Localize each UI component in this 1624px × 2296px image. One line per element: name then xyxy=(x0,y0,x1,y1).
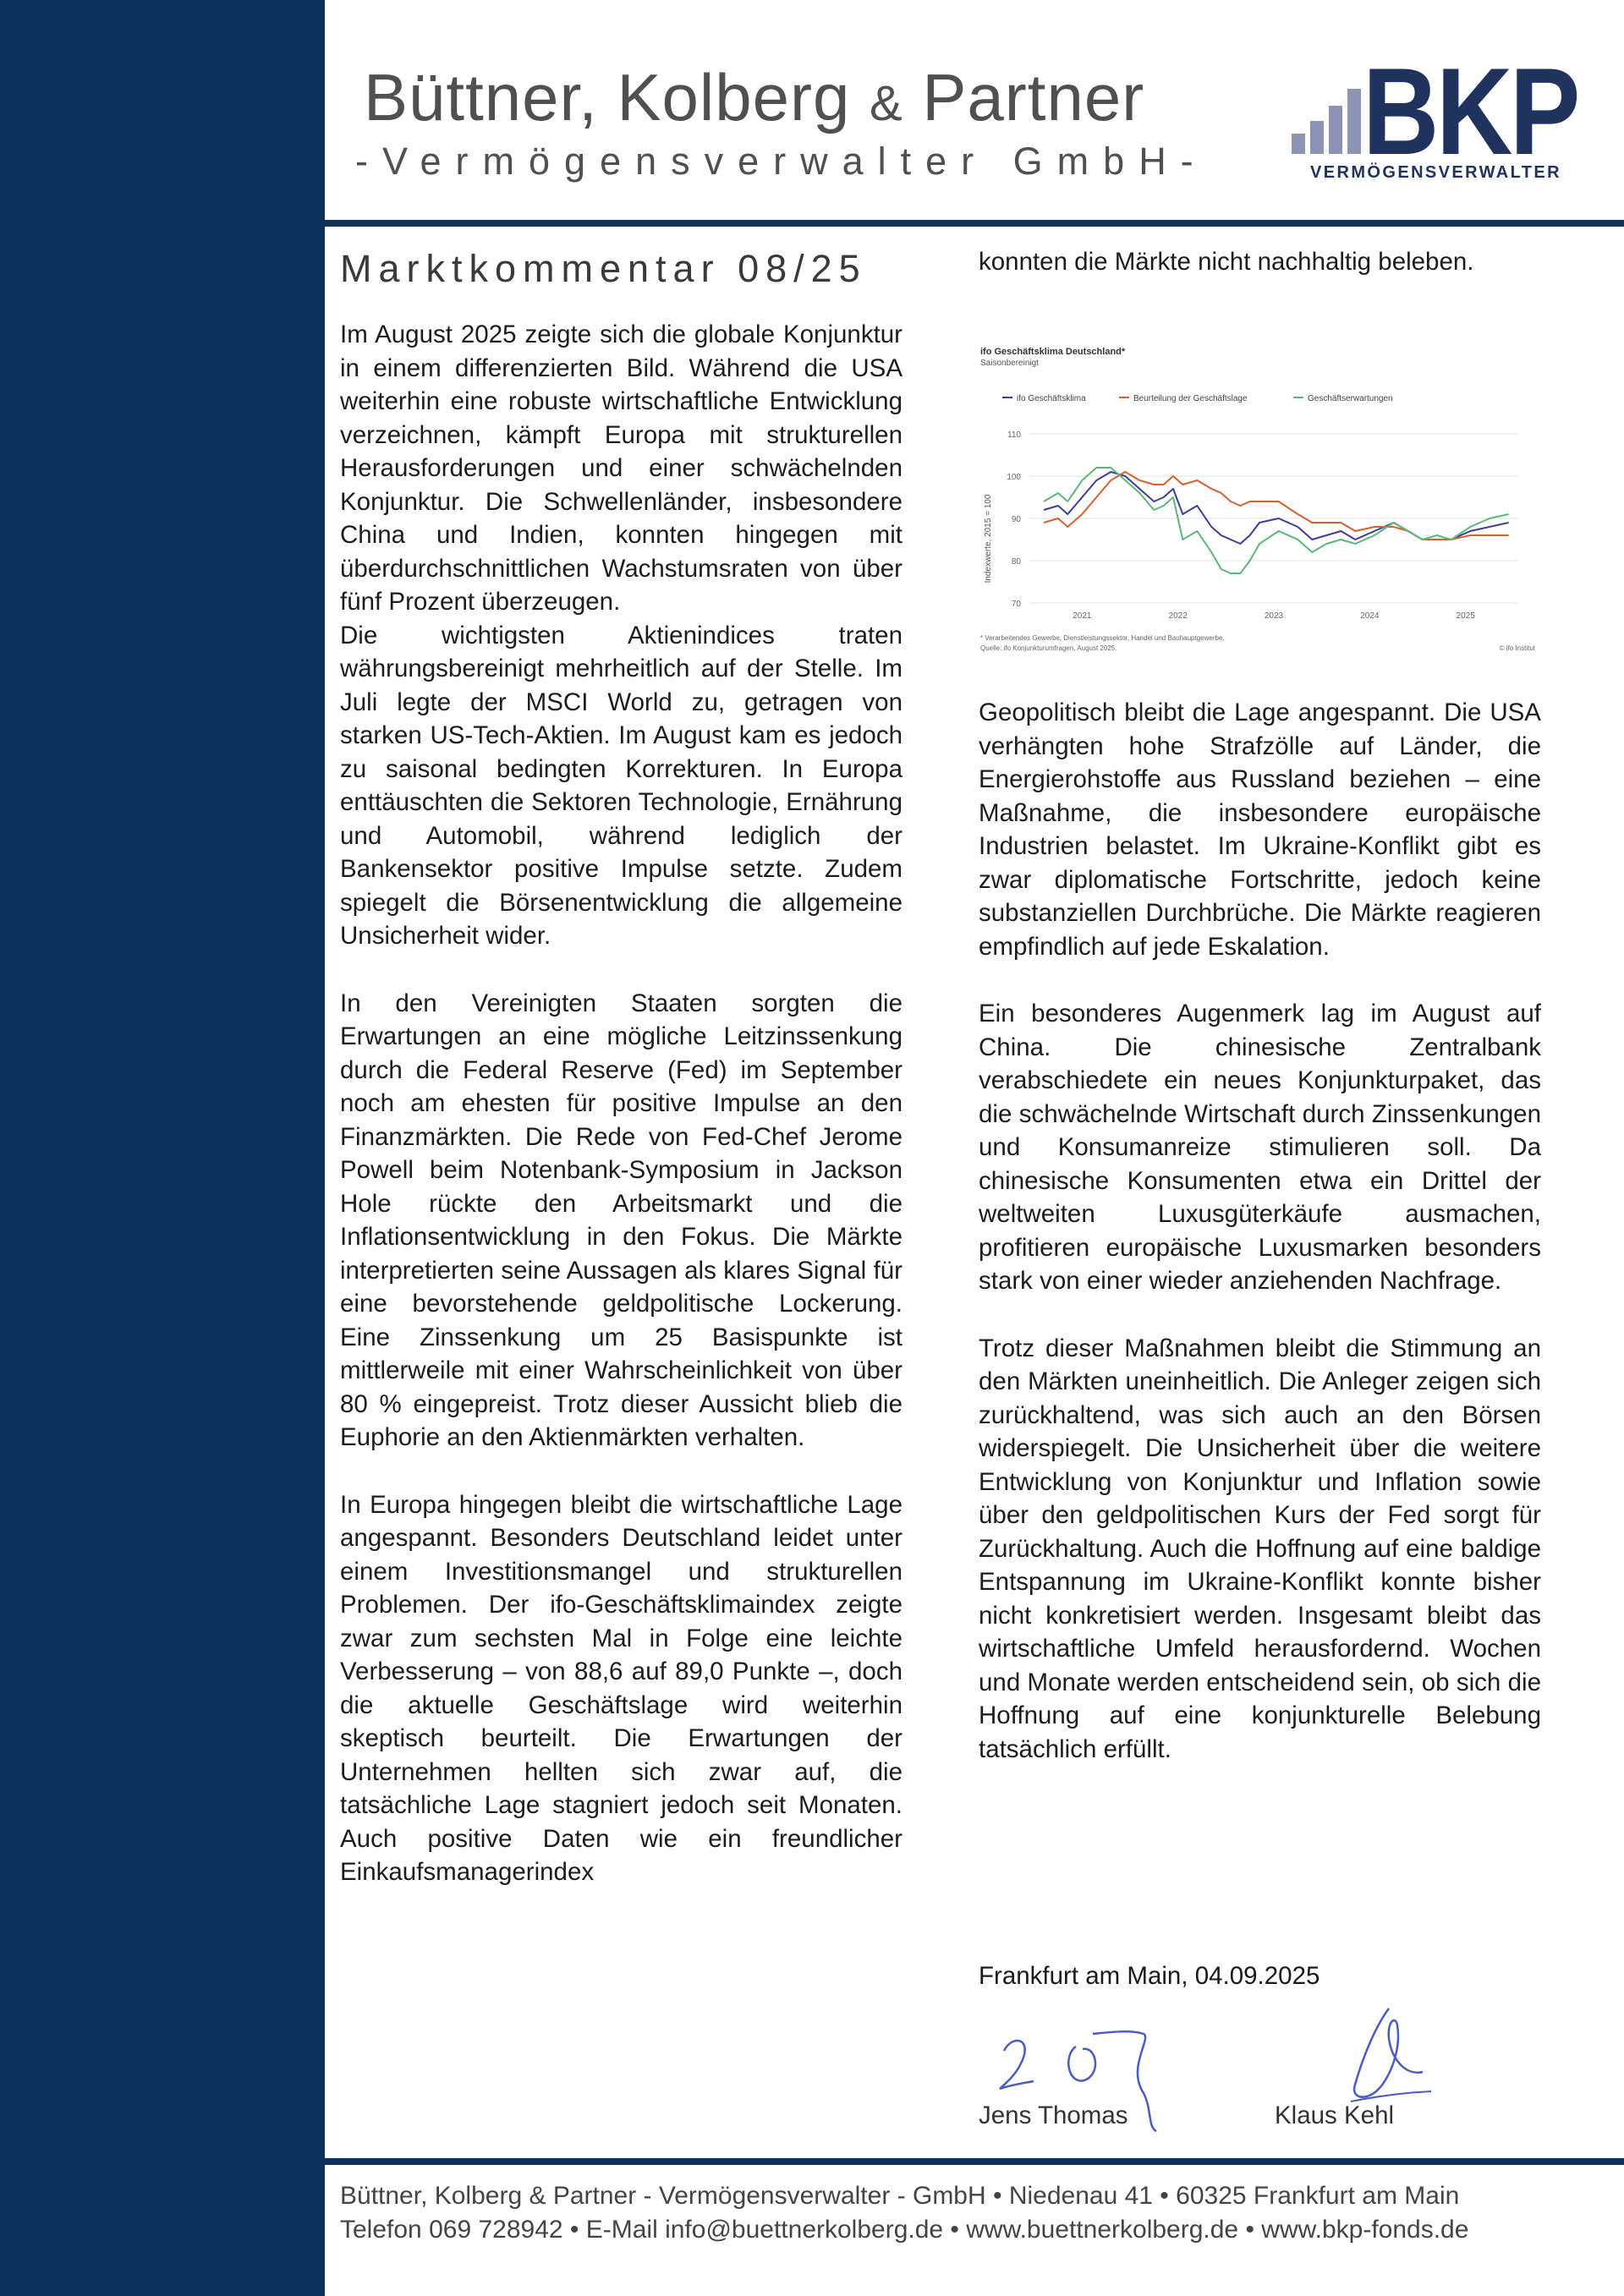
x-tick-label: 2023 xyxy=(1264,611,1284,621)
paragraph: In Europa hingegen bleibt die wirtschaftliche Lage angespannt. Besonders Deutschland leidet unter einem Investitionsmangel und strukturellen Problemen. Der ifo-Geschäftsklimaindex zeigte zwar zum sechsten Mal in Folge eine leichte Verbesserung – von 88,6 auf 89,0 Punkte –, doch die aktuelle Geschäftslage wird weiterhin skeptisch beurteilt. Die Erwartungen der Unternehmen hellten sich zwar auf, die tatsächliche Lage stagniert jedoch seit Monaten. Auch positive Daten wie ein freundlicher Einkaufsmanagerindex xyxy=(340,1490,903,1886)
paragraph: Geopolitisch bleibt die Lage angespannt. Die USA verhängten hohe Strafzölle auf Länder, die Energierohstoffe aus Russland beziehen – eine Maßnahme, die insbesondere europäische Industrien belastet. Im Ukraine-Konflikt gibt es zwar diplomatische Fortschritte, jedoch keine substanziellen Durchbrüche. Die Märkte reagieren empfindlich auf jede Eskalation. xyxy=(979,699,1541,961)
left-column xyxy=(340,318,903,1923)
chart-subtitle: Saisonbereinigt xyxy=(980,359,1039,368)
right-column xyxy=(979,245,1541,279)
paragraph: In den Vereinigten Staaten sorgten die Erwartungen an eine mögliche Leitzinssenkung durch die Federal Reserve (Fed) im September noch am ehesten für positive Impulse an den Finanzmärkten. Die Rede von Fed-Chef Jerome Powell beim Notenbank-Symposium in Jackson Hole rückte den Arbeitsmarkt und die Inflationsentwicklung in den Fokus. Die Märkte interpretierten seine Aussagen als klares Signal für eine bevorstehende geldpolitische Lockerung. Eine Zinssenkung um 25 Basispunkte ist mittlerweile mit einer Wahrscheinlichkeit von über 80 % eingepreist. Trotz dieser Aussicht blieb die Euphorie an den Aktienmärkten verhalten. xyxy=(340,989,903,1451)
y-tick-label: 80 xyxy=(1011,557,1021,567)
x-tick-label: 2022 xyxy=(1168,611,1188,621)
signatory-2: Klaus Kehl xyxy=(1275,2101,1395,2129)
signature-klaus-kehl xyxy=(1304,1992,1457,2118)
chart-legend xyxy=(1002,394,1393,403)
right-column-body xyxy=(979,696,1541,1800)
paragraph: Die wichtigsten Aktienindices traten währungsbereinigt mehrheitlich auf der Stelle. Im Juli legte der MSCI World zu, getragen von starken US-Tech-Aktien. Im August kam es jedoch zu saisonal bedingten Korrekturen. In Europa enttäuschten die Sektoren Technologie, Ernährung und Automobil, während lediglich der Bankensektor positive Impulse setzte. Zudem spiegelt die Börsenentwicklung die allgemeine Unsicherheit wider. xyxy=(340,621,903,950)
x-axis xyxy=(1073,611,1475,621)
ifo-chart-svg xyxy=(977,342,1542,668)
chart-series xyxy=(1044,468,1509,573)
bkp-logo-mark xyxy=(1290,55,1582,161)
logo-text: BKP xyxy=(1363,55,1577,161)
y-axis-label: Indexwerte, 2015 = 100 xyxy=(984,494,993,584)
x-tick-label: 2025 xyxy=(1456,611,1475,621)
x-tick-label: 2024 xyxy=(1360,611,1380,621)
legend-label: ifo Geschäftsklima xyxy=(1017,394,1086,403)
chart-footnote: * Verarbeitendes Gewerbe, Dienstleistungssektor, Handel und Bauhauptgewerbe. xyxy=(980,634,1225,642)
y-tick-label: 90 xyxy=(1011,515,1021,524)
paragraph: Trotz dieser Maßnahmen bleibt die Stimmung an den Märkten uneinheitlich. Die Anleger zeigen sich zurückhaltend, was sich auch an den Börsen widerspiegelt. Die Unsicherheit über die weitere Entwicklung von Konjunktur und Inflation sowie über den geldpolitischen Kurs der Fed sorgt für Zurückhaltung. Auch die Hoffnung auf eine baldige Entspannung im Ukraine-Konflikt konnte bisher nicht konkretisiert werden. Insgesamt bleibt das wirtschaftliche Umfeld herausfordernd. Wochen und Monate werden entscheidend sein, ob sich die Hoffnung auf eine konjunkturelle Belebung tatsächlich erfüllt. xyxy=(979,1334,1541,1763)
logo-tagline: VERMÖGENSVERWALTER xyxy=(1310,163,1561,182)
paragraph: Im August 2025 zeigte sich die globale Konjunktur in einem differenzierten Bild. Während die USA weiterhin eine robuste wirtschaftliche Entwicklung verzeichnen, kämpft Europa mit strukturellen Herausforderungen und einer schwächelnden Konjunktur. Die Schwellenländer, insbesondere China und Indien, konnten hingegen mit überdurchschnittlichen Wachstumsraten von über fünf Prozent überzeugen. xyxy=(340,321,903,616)
y-tick-label: 70 xyxy=(1011,600,1021,609)
page-title: Marktkommentar 08/25 xyxy=(340,247,867,290)
ifo-chart xyxy=(977,342,1542,668)
x-tick-label: 2021 xyxy=(1073,611,1092,621)
legend-label: Beurteilung der Geschäftslage xyxy=(1133,394,1248,403)
footer xyxy=(340,2179,1468,2247)
paragraph-continuation: konnten die Märkte nicht nachhaltig beleben. xyxy=(979,248,1474,276)
sidebar-band xyxy=(0,0,325,2296)
y-axis xyxy=(1007,430,1021,609)
signatory-1: Jens Thomas xyxy=(979,2101,1128,2129)
legend-label: Geschäftserwartungen xyxy=(1308,394,1393,403)
chart-title: ifo Geschäftsklima Deutschland* xyxy=(980,347,1126,357)
series-line xyxy=(1044,468,1509,573)
footer-divider xyxy=(325,2158,1624,2165)
chart-source: Quelle: ifo Konjunkturumfragen, August 2025. xyxy=(980,644,1117,652)
signature-block xyxy=(979,1962,1541,2140)
series-line xyxy=(1044,472,1509,540)
y-tick-label: 100 xyxy=(1007,473,1021,482)
bkp-logo xyxy=(1290,55,1582,186)
paragraph: Ein besonderes Augenmerk lag im August auf China. Die chinesische Zentralbank verabschiedete ein neues Konjunkturpaket, das die schwächelnde Wirtschaft durch Zinssenkungen und Konsumanreize stimulieren soll. Da chinesische Konsumenten etwa ein Drittel der weltweiten Luxusgüterkäufe ausmachen, profitieren europäische Luxusmarken besonders stark von einer wieder anziehenden Nachfrage. xyxy=(979,1000,1541,1295)
y-tick-label: 110 xyxy=(1007,430,1021,440)
company-name: Büttner, Kolberg & Partner xyxy=(364,60,1145,134)
footer-contact: Telefon 069 728942 • E-Mail info@buettnerkolberg.de • www.buettnerkolberg.de • www.bkp-fonds.de xyxy=(340,2216,1469,2244)
place-date: Frankfurt am Main, 04.09.2025 xyxy=(979,1962,1320,1990)
header-divider xyxy=(325,220,1624,227)
footer-address: Büttner, Kolberg & Partner - Vermögensverwalter - GmbH • Niedenau 41 • 60325 Frankfurt am Main xyxy=(340,2182,1460,2210)
chart-credit: © ifo Institut xyxy=(1499,644,1535,652)
chart-grid xyxy=(1029,434,1518,603)
company-subtitle: -Vermögensverwalter GmbH- xyxy=(355,140,1208,183)
